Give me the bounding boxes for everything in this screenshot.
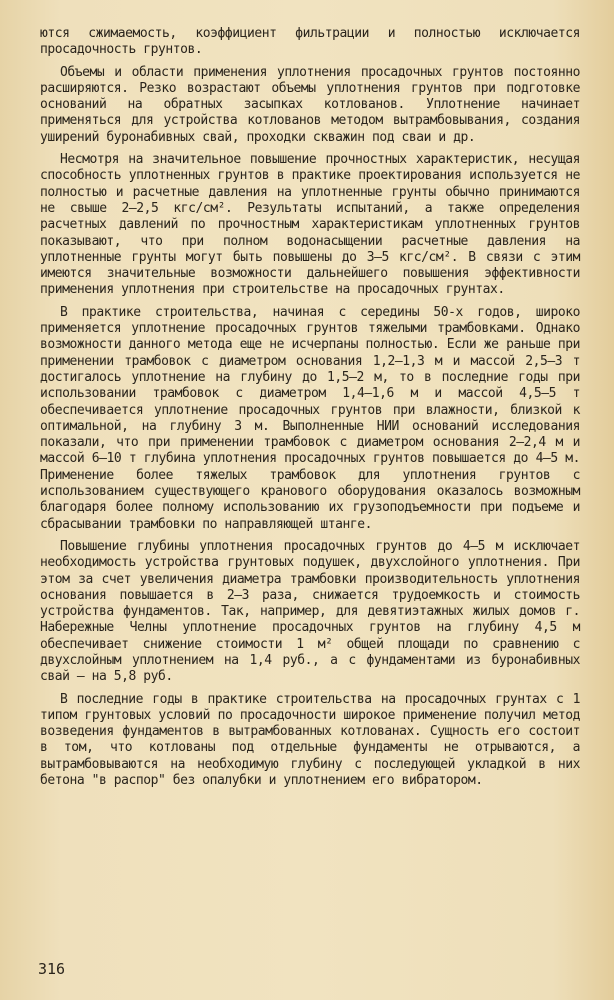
page-number: 316 <box>38 960 66 978</box>
paragraph-3: Несмотря на значительное повышение прочностных характеристик, несущая способность уплотненных грунтов в практике проектирования используется не полностью и расчетные давления на уплотненные грунты обычно принимаются не свыше 2–2,5 кгс/см². Результаты испытаний, а также определения расчетных давлений по прочностным характеристикам уплотненных грунтов показывают, что при полном водонасыщении расчетные давления на уплотненные грунты могут быть повышены до 3–5 кгс/см². В связи с этим имеются значительные возможности дальнейшего повышения эффективности применения уплотнения при строительстве на просадочных грунтах. <box>40 152 580 298</box>
paragraph-4: В практике строительства, начиная с середины 50-х годов, широко применяется уплотнение просадочных грунтов тяжелыми трамбовками. Однако возможности данного метода еще не исчерпаны полностью. Если же раньше при применении трамбовок с диаметром основания 1,2–1,3 м и массой 2,5–3 т достигалось уплотнение на глубину до 1,5–2 м, то в последние годы при использовании трамбовок с диаметром 1,4–1,6 м и массой 4,5–5 т обеспечивается уплотнение просадочных грунтов при влажности, близкой к оптимальной, на глубину 3 м. Выполненные НИИ оснований исследования показали, что при применении трамбовок с диаметром основания 2–2,4 м и массой 6–10 т глубина уплотнения просадочных грунтов повышается до 4–5 м. Применение более тяжелых трамбовок для уплотнения грунтов с использованием существующего кранового оборудования оказалось возможным благодаря более полному использованию их грузоподъемности при подъеме и сбрасывании трамбовки по направляющей штанге. <box>40 304 580 532</box>
paragraph-2: Объемы и области применения уплотнения просадочных грунтов постоянно расширяются. Резко возрастают объемы уплотнения грунтов при подготовке оснований на обратных засыпках котлованов. Уплотнение начинает применяться для устройства котлованов методом вытрамбовывания, создания уширений буронабивных свай, проходки скважин под сваи и др. <box>40 64 580 145</box>
paragraph-5: Повышение глубины уплотнения просадочных грунтов до 4–5 м исключает необходимость устройства грунтовых подушек, двухслойного уплотнения. При этом за счет увеличения диаметра трамбовки производительность уплотнения основания повышается в 2–3 раза, снижается трудоемкость и стоимость устройства фундаментов. Так, например, для девятиэтажных жилых домов г. Набережные Челны уплотнение просадочных грунтов на глубину 4,5 м обеспечивает снижение стоимости 1 м² общей площади по сравнению с двухслойным уплотнением на 1,4 руб., а с фундаментами из буронабивных свай – на 5,8 руб. <box>40 538 580 685</box>
body-text <box>40 26 580 795</box>
paragraph-1: ются сжимаемость, коэффициент фильтрации и полностью исключается просадочность грунтов. <box>40 26 580 58</box>
paragraph-6: В последние годы в практике строительства на просадочных грунтах с 1 типом грунтовых условий по просадочности широкое применение получил метод возведения фундаментов в вытрамбованных котлованах. Сущность его состоит в том, что котлованы под отдельные фундаменты не отрываются, а вытрамбовываются на необходимую глубину с последующей укладкой в них бетона "в распор" без опалубки и уплотнением его вибратором. <box>40 691 580 789</box>
